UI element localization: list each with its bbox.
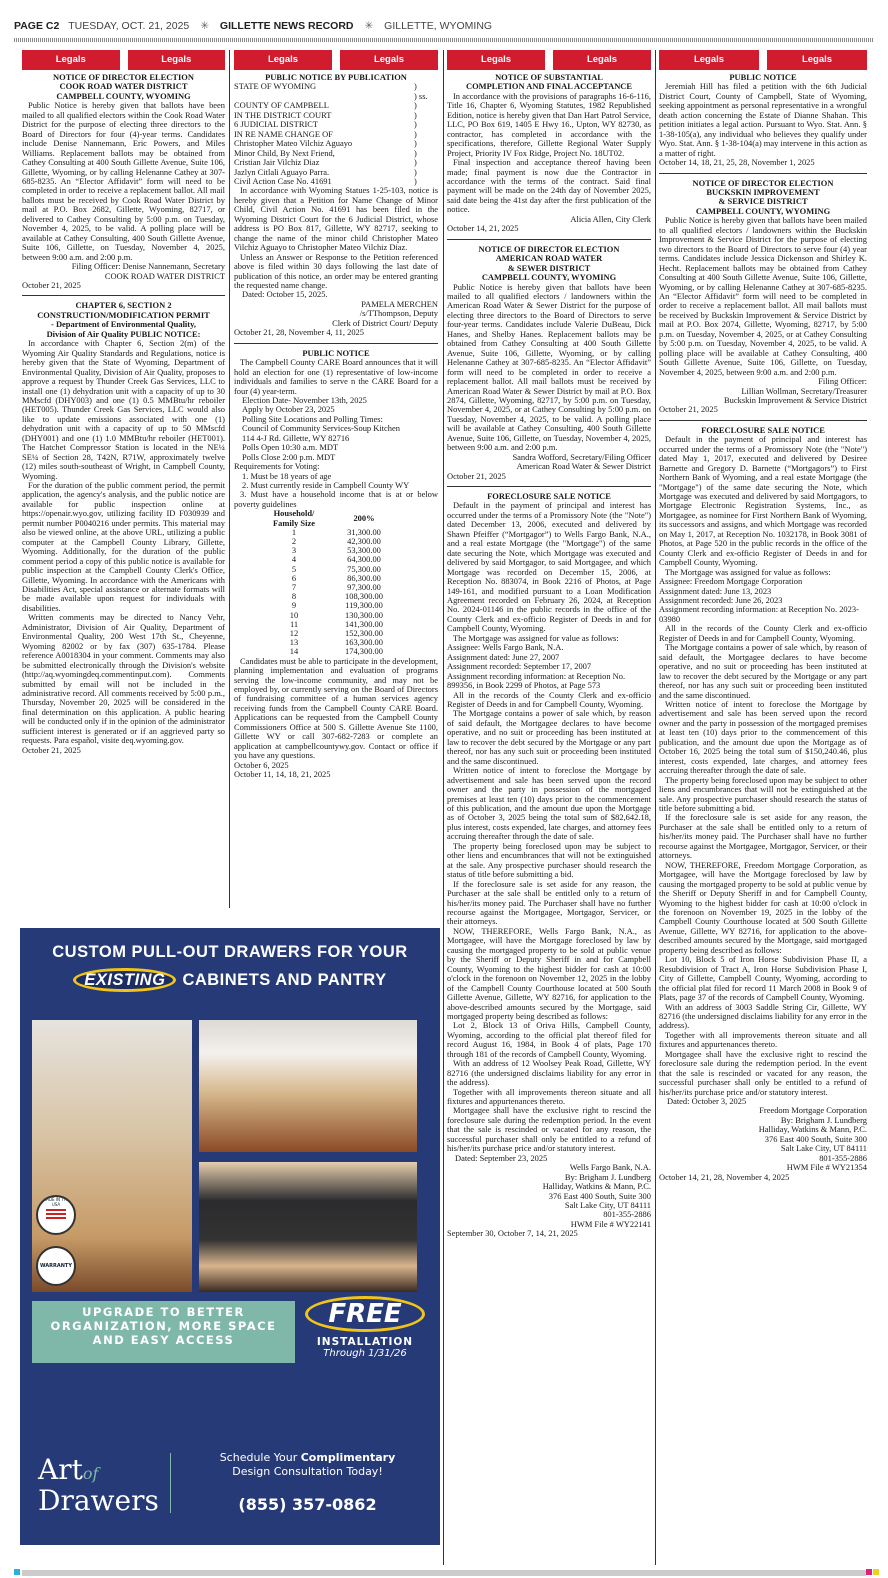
table-row — [264, 611, 404, 620]
caption-bracket: ) — [414, 81, 417, 92]
caption-left: Cristian Jair Vilchiz Diaz — [234, 157, 320, 168]
table-cell: 31,300.00 — [347, 526, 381, 537]
caption-bracket: ) — [414, 175, 417, 186]
notice-paragraph: Together with all improvements thereon situate and all fixtures and appurtenances thereto. — [659, 1029, 867, 1050]
poverty-guidelines-table — [264, 509, 404, 656]
legal-notice — [659, 73, 867, 168]
notice-title: CONSTRUCTION/MODIFICATION PERMIT — [37, 309, 210, 320]
table-row — [264, 574, 404, 583]
notice-divider — [22, 295, 225, 296]
table-row — [264, 528, 404, 537]
art-of-drawers-ad[interactable] — [20, 928, 440, 1545]
notice-paragraph: The Mortgage contains a power of sale which, by reason of said default, the Mortgagee declares to have become operative, and no suit or proceeding has been instituted at law to recover the debt secured by the Mortgage or any part thereof, nor has any such suit or proceeding been instituted and the same discontinued. — [447, 708, 651, 766]
notice-title: NOTICE OF DIRECTOR ELECTION — [478, 243, 620, 254]
notice-signature: HWM File # WY22141 — [570, 1218, 651, 1229]
notice-paragraph: Jeremiah Hill has filed a petition with the 6th Judicial District Court, County of Campbell, State of Wyoming, seeking appointment as personal representative in a wrongful death action concerning the Estate of Dianne Shahan. This petition initiates a legal action. Pursuant to Wyo. Stat. Ann. § 1-38-105(a), any individual who believes they qualify under Wyo. Stat. Ann. § 1-38-104(a) may intervene in this action as a matter of right. — [659, 81, 867, 158]
table-cell: 97,300.00 — [347, 582, 381, 593]
notice-line: Council of Community Services-Soup Kitchen — [242, 423, 400, 434]
installation-label: INSTALLATION — [316, 1336, 414, 1348]
notice-paragraph: Lot 10, Block 5 of Iron Horse Subdivision Phase II, a Resubdivision of Tract A, Iron Horse Subdivision Phase I, City of Gillette, Campbell County, Wyoming, according to the official plat filed for record 11 March 2008 in Book 9 of Plats, page 37 of the records of Campbell County, Wyoming. — [659, 954, 867, 1003]
art-of-drawers-logo: Artof Drawers — [38, 1453, 159, 1517]
issue-date: TUESDAY, OCT. 21, 2025 — [68, 20, 190, 32]
notice-signature: By: Brigham J. Lundberg — [780, 1114, 867, 1125]
ad-existing-word: EXISTING — [73, 968, 176, 992]
notice-paragraph: Mortgagee shall have the exclusive right to rescind the foreclosure sale during the redemption period. In the event that the sale is rescinded or vacated for any reason, the successful purchaser shall only be entitled to a refund of his/her/its purchase price and/or statutory interest. — [447, 1105, 651, 1154]
table-row — [264, 565, 404, 574]
pantry-drawers-photo — [32, 1020, 192, 1292]
table-header: Household/ Family Size — [273, 508, 315, 528]
table-row — [264, 592, 404, 601]
table-row — [264, 583, 404, 592]
notice-line: October 14, 21, 2025 — [447, 223, 519, 234]
notice-signature: 376 East 400 South, Suite 300 — [548, 1190, 651, 1201]
table-cell: 13 — [289, 637, 299, 648]
notice-paragraph: In accordance with Wyoming Statues 1-25-103, notice is hereby given that a Petition for Name Change of Minor Child, Civil Action No. 41691 has been filed in the Wyoming District Court for the 6 Judicial District, whose address is PO Box 817, Gillette, WY 82717, seeking to change the name of the minor child Christopher Mateo Vilchiz Aguayo to Christopher Mateo Vilchiz Diaz. — [234, 185, 438, 253]
column-divider — [229, 50, 230, 908]
notice-divider — [659, 173, 867, 174]
notice-paragraph: The Mortgage contains a power of sale which, by reason of said default, the Mortgagee declares to have become operative, and no suit or proceeding has been instituted at law to recover the debt secured by the Mortgage or any part thereof, nor has any such suit or proceeding been instituted and the same discontinued. — [659, 642, 867, 700]
notice-signature: Clerk of District Court/ Deputy — [332, 317, 438, 328]
notice-paragraph: Final inspection and acceptance thereof having been made; final payment is now due the Contractor in accordance with the terms of the contract. Said final payment will be made on the 24th day of November 2025, said date being the 41st day after the first publication of the notice. — [447, 157, 651, 215]
notice-signature: /s/TThompson, Deputy — [359, 308, 438, 319]
table-cell: 7 — [291, 582, 297, 593]
notice-paragraph: In accordance with Chapter 6, Section 2(m) of the Wyoming Air Quality Standards and Regulations, notice is hereby given that the State of Wyoming, Department of Environmental Quality, Division of Air Quality, proposes to approve a request by Thunder Creek Gas Services, LLC to install one (1) dehydration unit with a capacity of up to 30 MMscfd (DHY003) and one (1) 0.5 MMBtu/hr reboiler (HET005). Thunder Creek Gas Services, LLC would also like to update emissions associated with one (1) dehydration unit with a capacity of up to 50 MMscfd (DHY001) and one (1) 1.0 MMBtu/hr reboiler (HET001). The Hatchet Compressor Station is located in the NE¼ SE¼ of Section 28, T42N, R71W, approximately twelve (12) miles south-southeast of Wright, in Campbell County, Wyoming. — [22, 338, 225, 481]
notice-line: Assignee: Freedom Mortgage Corporation — [659, 576, 803, 587]
notice-line: October 21, 28, November 4, 11, 2025 — [234, 327, 364, 338]
notice-paragraph: With an address of 12 Woolsey Peak Road, Gillette, WY 82716 (the undersigned disclaims liability for any error in the address). — [447, 1058, 651, 1088]
legals-tab[interactable]: Legals — [128, 50, 226, 70]
notice-line: Assignment dated: June 27, 2007 — [447, 651, 560, 662]
header-rule — [14, 38, 874, 42]
ad-divider — [170, 1453, 171, 1513]
legal-notice — [447, 245, 651, 481]
notice-line: 114 4-J Rd. Gillette, WY 82716 — [242, 432, 350, 443]
paper-name: GILLETTE NEWS RECORD — [219, 20, 354, 32]
column-4 — [659, 50, 867, 1565]
notice-paragraph: Lot 2, Block 13 of Oriva Hills, Campbell County, Wyoming, according to the official plat thereof filed for record August 16, 1984, in Book 4 of plats, Page 170 through 181 of the records of Campbell County, Wyoming. — [447, 1020, 651, 1059]
column-divider — [655, 50, 656, 1565]
notice-signature: Sandra Wofford, Secretary/Filing Officer — [512, 451, 651, 462]
caption-left: IN THE DISTRICT COURT — [234, 109, 332, 120]
notice-signature: 801-355-2886 — [603, 1209, 651, 1220]
table-cell: 12 — [289, 628, 299, 639]
ad-headline-rest: CABINETS AND PANTRY — [182, 971, 387, 989]
free-label: FREE — [305, 1296, 425, 1332]
notice-paragraph: Candidates must be able to participate in the development, planning implementation and evaluation of programs serving the low-income community, and may not be employed by, or currently serving on the Board of Directors of fundraising committee of a human services agency receiving funds from the Campbell County CARE Board. Applications can be requested from the Campbell County Commissioners Office at 500 S. Gillette Avenue Ste 1100, Gillette WY or call 307-682-7283 or complete an application at campbellcountywy.gov. Contact or office if you have any questions. — [234, 655, 438, 761]
notice-paragraph: 3. Must have a household income that is at or below poverty guidelines — [234, 489, 438, 509]
table-row — [264, 555, 404, 564]
notice-title: CAMPBELL COUNTY, WYOMING — [56, 90, 191, 101]
table-cell: 53,300.00 — [347, 545, 381, 556]
notice-signature: Wells Fargo Bank, N.A. — [569, 1162, 651, 1173]
table-cell: 6 — [291, 572, 297, 583]
caption-bracket: ) — [414, 119, 417, 130]
caption-left: IN RE NAME CHANGE OF — [234, 128, 333, 139]
notice-line: October 21, 2025 — [22, 744, 81, 755]
notice-line: October 11, 14, 18, 21, 2025 — [234, 769, 331, 780]
caption-left: Jazlyn Citlali Aguayo Parra. — [234, 166, 330, 177]
notice-line: Apply by October 23, 2025 — [242, 404, 335, 415]
table-cell: 163,300.00 — [345, 637, 383, 648]
notice-paragraph: All in the records of the County Clerk and ex-officio Register of Deeds in and for Campbell County, Wyoming. — [447, 689, 651, 709]
paper-location: GILLETTE, WYOMING — [384, 20, 493, 32]
caption-bracket: ) — [414, 128, 417, 139]
legal-notice — [22, 301, 225, 755]
notice-title: & SERVICE DISTRICT — [718, 196, 808, 207]
ad-call-to-action: Schedule Your Complimentary Design Consultation Today! — [219, 1451, 396, 1478]
table-cell: 174,300.00 — [345, 646, 383, 657]
notice-title: BUCKSKIN IMPROVEMENT — [706, 186, 820, 197]
caption-bracket: ) — [414, 138, 417, 149]
notice-title: Division of Air Quality PUBLIC NOTICE: — [46, 328, 201, 339]
table-header: 200% — [353, 512, 375, 523]
table-cell: 108,300.00 — [345, 591, 383, 602]
table-cell: 14 — [289, 646, 299, 657]
baking-sheet-drawer-photo — [199, 1162, 417, 1292]
table-cell: 3 — [291, 545, 297, 556]
caption-bracket: ) — [414, 147, 417, 158]
notice-title: - Department of Environmental Quality, — [51, 319, 196, 330]
notice-paragraph: Mortgagee shall have the exclusive right to rescind the foreclosure sale during the redemption period. In the event that the sale is rescinded or vacated for any reason, the successful purchaser shall only be entitled to a refund of his/her/its purchase price and/or statutory interest. — [659, 1048, 867, 1097]
ad-headline-line-2 — [20, 968, 440, 992]
notice-line: Requirements for Voting: — [234, 461, 320, 472]
notice-signature: PAMELA MERCHEN — [361, 298, 438, 309]
notice-title: NOTICE OF SUBSTANTIAL — [495, 72, 603, 82]
notice-signature: HWM File # WY21354 — [786, 1162, 867, 1173]
notice-line: Election Date- November 13th, 2025 — [242, 394, 367, 405]
notice-title: COMPLETION AND FINAL ACCEPTANCE — [465, 81, 633, 92]
column-divider — [443, 50, 444, 1565]
table-row — [264, 546, 404, 555]
notice-line: October 14, 18, 21, 25, 28, November 1, 2025 — [659, 157, 815, 168]
notice-line: October 6, 2025 — [234, 759, 289, 770]
legals-tab[interactable]: Legals — [234, 50, 332, 70]
masthead — [14, 20, 492, 32]
ad-upgrade-banner: UPGRADE TO BETTER ORGANIZATION, MORE SPACE AND EASY ACCESS — [32, 1301, 295, 1363]
legal-notice — [22, 73, 225, 290]
caption-left: Christopher Mateo Vilchiz Aguayo — [234, 138, 353, 149]
table-cell: 5 — [291, 563, 297, 574]
caption-left: 6 JUDICIAL DISTRICT — [234, 119, 319, 130]
legal-notice — [447, 492, 651, 1239]
notice-paragraph: NOW, THEREFORE, Wells Fargo Bank, N.A., as Mortgagee, will have the Mortgage foreclosed by law by causing the mortgaged property to be sold at public venue by the Sheriff or Deputy Sheriff in and for Campbell County, Wyoming to the highest bidder for cash at 10:00 o'clock in the forenoon on November 12, 2025 in the lobby of the Campbell County Courthouse located at 500 South Gillette Avenue, Gillette, WY 82716, for application to the above-described amounts secured by the Mortgage, said mortgaged property being described as follows: — [447, 925, 651, 1021]
notice-paragraph: The Mortgage was assigned for value as follows: — [453, 632, 619, 643]
notice-title: COOK ROAD WATER DISTRICT — [59, 81, 188, 92]
notice-paragraph: Default in the payment of principal and interest has occurred under the terms of a Promissory Note (the "Note") dated December 13, 2006, executed and delivered by Shawn Pfeiffer (“Mortgagor”) to Wells Fargo Bank, N.A., and a real estate Mortgage (the "Mortgage") of the same date securing the Note, which Mortgage was executed and delivered by said Mortgagor, to said Mortgagee, and which Mortgage was recorded on December 15, 2006, at Reception No. 883074, in Book 2216 of Photos, at Page 149-161, and modified pursuant to a Loan Modification Agreement recorded on February 26, 2024, at Reception No. 2024-01146 in the public records in the office of the County Clerk and ex-officio Register of Deeds in and for Campbell County, Wyoming. — [447, 500, 651, 634]
notice-title: FORECLOSURE SALE NOTICE — [701, 424, 825, 435]
notice-line: 2. Must currently reside in Campbell County WY — [242, 480, 410, 491]
legals-tabs — [447, 50, 651, 70]
notice-divider — [659, 420, 867, 421]
legal-notice — [659, 179, 867, 415]
notice-line: Assignment recorded: June 26, 2023 — [659, 595, 783, 606]
notice-signature: Salt Lake City, UT 84111 — [780, 1143, 867, 1154]
notice-paragraph: If the foreclosure sale is set aside for any reason, the Purchaser at the sale shall be entitled only to a return of his/her/its money paid. The Purchaser shall have no further recourse against the Mortgagee, Mortgagor, Servicer, or their attorneys. — [659, 812, 867, 861]
table-cell: 141,300.00 — [345, 618, 383, 629]
legals-tabs — [234, 50, 438, 70]
notice-line: 1. Must be 18 years of age — [242, 470, 332, 481]
notice-divider — [447, 239, 651, 240]
notice-paragraph: Public Notice is hereby given that ballots have been mailed to all qualified electors within the Cook Road Water District for the purpose of electing three directors to the Board of Directors for four (4)-year terms. Candidates include Denise Nannemann, Eric Powers, and Miles Williams. Replacement ballots may be obtained from Cathey Consulting at 400 South Gillette Avenue, Suite 106, Gillette, Wyoming, or by calling Helenanne Cathey at 307-685-8235. An “Elector Affidavit” form will need to be completed in order to receive a replacement ballot. All mail ballots must be received by Cook Road Water District by mail at P.O. Box 2682, Gillette, Wyoming, 82717, or delivered to Cathey Consulting by 5:00 p.m. on Tuesday, November 4, 2025, to be valid. A polling place will be available at Cathey Consulting, 400 South Gillette Avenue, Suite 106, Gillette, on Tuesday, November 4, 2025, between 9:00 a.m. and 2:00 p.m. — [22, 100, 225, 262]
legal-notice — [447, 73, 651, 234]
notice-divider — [234, 343, 438, 344]
legals-tab[interactable]: Legals — [340, 50, 438, 70]
registration-mark — [873, 1569, 879, 1575]
notice-paragraph: The property being foreclosed upon may be subject to other liens and encumbrances that will not be extinguished at the sale. Any prospective purchaser should research the status of title before submitting a bid. — [447, 840, 651, 880]
made-in-usa-badge: MADE IN THE USA — [36, 1195, 76, 1235]
legals-tab[interactable]: Legals — [659, 50, 759, 70]
notice-signature: By: Brigham J. Lundberg — [564, 1171, 651, 1182]
notice-divider — [447, 486, 651, 487]
table-cell: 2 — [291, 536, 297, 546]
table-cell: 11 — [289, 618, 299, 629]
notice-title: PUBLIC NOTICE — [302, 347, 370, 358]
table-row — [264, 601, 404, 610]
notice-signature: Freedom Mortgage Corporation — [759, 1105, 867, 1116]
notice-signature: 801-355-2886 — [819, 1152, 867, 1163]
star-separator: ✳ — [364, 20, 374, 32]
notice-title: FORECLOSURE SALE NOTICE — [487, 491, 611, 502]
star-separator: ✳ — [200, 20, 209, 32]
notice-line: October 14, 21, 28, November 4, 2025 — [659, 1171, 790, 1182]
notice-title: PUBLIC NOTICE — [729, 72, 797, 82]
caption-left: STATE OF WYOMING — [234, 81, 317, 92]
notice-paragraph: The property being foreclosed upon may be subject to other liens and encumbrances that will not be extinguished at the sale. Any prospective purchaser should research the status of title before submitting a bid. — [659, 774, 867, 813]
notice-title: CAMPBELL COUNTY, WYOMING — [481, 272, 617, 283]
legals-tabs — [22, 50, 225, 70]
registration-mark — [14, 1569, 20, 1575]
notice-paragraph: Written notice of intent to foreclose the Mortgage by advertisement and sale has been served upon the record owner and the party in possession of the mortgaged premises at least ten (10) days prior to the commencement of this publication, and the amount due upon the Mortgage as of October 16, 2025 being the total sum of $150,240.46, plus interest, costs expended, late charges, and attorney fees accruing thereafter through the date of sale. — [659, 699, 867, 776]
table-row — [264, 620, 404, 629]
caption-left: Minor Child, By Next Friend, — [234, 147, 335, 158]
warranty-badge: WARRANTY — [36, 1246, 76, 1286]
notice-title: AMERICAN ROAD WATER — [495, 253, 603, 264]
notice-line: October 21, 2025 — [447, 470, 506, 481]
ad-phone-number[interactable]: (855) 357-0862 — [238, 1495, 377, 1514]
notice-paragraph: In accordance with the provisions of paragraphs 16-6-116, Title 16, Chapter 6, Wyoming Statutes, 1982 Republished Edition, notice is hereby given that Dan Hart Patrol Service, LLC, PO Box 619, 1405 E Hwy 16., Upton, WY 82730, as contractor, has completed in accordance with the specifications, therefore, Gillette Regional Water Supply Project, Priority IV Fox Ridge, Project No. 18UT02. — [447, 90, 651, 158]
caption-left: COUNTY OF CAMPBELL — [234, 100, 329, 111]
legals-tabs — [659, 50, 867, 70]
notice-line: Polling Site Locations and Polling Times: — [242, 413, 383, 424]
notice-signature: Alicia Allen, City Clerk — [570, 213, 651, 224]
legal-notice — [234, 73, 438, 338]
notice-paragraph: Public Notice is hereby given that ballots have been mailed to all qualified electors / landowners within the American Road Water & Sewer District for the purpose of electing three directors to the Board of Directors to serve four-year terms. Candidates include Valerie DuBeau, Dick Hanes, and Shelby Hanes. Replacement ballots may be obtained from Cathey Consulting at 400 South Gillette Avenue, Suite 106, Gillette, Wyoming, or by calling Helenanne Cathey at 307-685-8235. An “Elector Affidavit” form will need to be completed in order to receive a replacement ballot. All mail ballots must be received by American Road Water & Sewer District by mail at P.O. Box 2874, Gillette, Wyoming, 82717, by 5:00 p.m. on Tuesday, November 4, 2025, or at Cathey Consulting by 5:00 p.m. on Tuesday, November 4, 2025, to be valid. A polling place will be available at Cathey Consulting, 400 South Gillette Avenue, Suite 106, Gillette, on Tuesday, November 4, 2025, between 9:00 a.m. and 2:00 p.m. — [447, 281, 651, 453]
notice-line: Assignment recorded: September 17, 2007 — [447, 661, 592, 672]
notice-line: September 30, October 7, 14, 21, 2025 — [447, 1228, 578, 1239]
free-installation-offer — [305, 1296, 425, 1359]
notice-signature: Filing Officer: — [818, 376, 867, 387]
notice-paragraph: All in the records of the County Clerk and ex-officio Register of Deeds in and for Campbell County, Wyoming. — [659, 623, 867, 643]
notice-line: Assignment dated: June 13, 2023 — [659, 585, 772, 596]
legal-notice — [234, 349, 438, 780]
legals-tab[interactable]: Legals — [553, 50, 651, 70]
page-number: PAGE C2 — [14, 20, 60, 32]
notice-paragraph: Together with all improvements thereon situate and all fixtures and appurtenances thereto. — [447, 1086, 651, 1107]
notice-signature: COOK ROAD WATER DISTRICT — [104, 270, 225, 281]
caption-bracket: ) — [414, 166, 417, 177]
notice-title: CAMPBELL COUNTY, WYOMING — [695, 205, 831, 216]
table-cell: 4 — [291, 554, 297, 565]
table-cell: 10 — [289, 609, 299, 620]
table-cell: 1 — [291, 526, 297, 537]
caption-left: Civil Action Case No. 41691 — [234, 175, 332, 186]
notice-line: Assignment recording information: at Reception No. 899356, in Book 2299 of Photos, at Page 573 — [447, 670, 626, 691]
column-3 — [447, 50, 651, 1565]
notice-line: Dated: October 15, 2025. — [242, 289, 328, 300]
notice-line: Polls Close 2:00 p.m. MDT — [242, 451, 336, 462]
table-row — [264, 537, 404, 546]
notice-paragraph: With an address of 3003 Saddle String Cir, Gillette, WY 82716 (the undersigned disclaims liability for any error in the address). — [659, 1001, 867, 1031]
offer-expiry: Through 1/31/26 — [323, 1348, 407, 1359]
notice-line: Polls Open 10:30 a.m. MDT — [242, 442, 339, 453]
column-2 — [234, 50, 438, 908]
table-cell: 42,300.00 — [347, 536, 381, 546]
table-cell: 8 — [291, 591, 297, 602]
footer-bar — [22, 1570, 866, 1576]
registration-mark — [866, 1569, 872, 1575]
notice-line: October 21, 2025 — [659, 404, 718, 415]
notice-line: Dated: September 23, 2025 — [455, 1152, 548, 1163]
caption-bracket: ) — [414, 109, 417, 120]
notice-paragraph: For the duration of the public comment period, the permit application, the agency's analysis, and the public notice are available for public inspection online at https://openair.wyo.gov, utilizing facility ID F030939 and permit number P0040216 under permits. This material may also be viewed online, at the above URL, utilizing a public computer at the Campbell County Library, Gillette, Wyoming. Additionally, for the duration of the public comment period a copy of this public notice is available for public inspection at the Campbell County Clerk's Office, Gillette, Wyoming. In accordance with the Americans with Disabilities Act, special assistance or alternate formats will be made available upon request for individuals with disabilities. — [22, 480, 225, 613]
kitchen-drawers-photo — [199, 1020, 417, 1152]
table-row — [264, 629, 404, 638]
notice-signature: 376 East 400 South, Suite 300 — [764, 1133, 867, 1144]
table-cell: 86,300.00 — [347, 572, 381, 583]
table-cell: 75,300.00 — [347, 563, 381, 574]
caption-bracket: ) ss. — [414, 90, 428, 101]
notice-line: Assignment recording information: at Reception No. 2023-03980 — [659, 604, 859, 624]
legal-notice — [659, 426, 867, 1182]
table-cell: 130,300.00 — [345, 609, 383, 620]
notice-title: & SEWER DISTRICT — [507, 262, 591, 273]
notice-title: NOTICE OF DIRECTOR ELECTION — [53, 72, 194, 82]
notice-signature: Buckskin Improvement & Service District — [724, 394, 867, 405]
notice-paragraph: Default in the payment of principal and interest has occurred under the terms of a Promissory Note (the "Note") dated May 1, 2017, executed and delivered by Desiree Barnette and Gregory D. Barnette (“Mortgagors”) to First Northern Bank of Wyoming, and a real estate Mortgage (the "Mortgage") of the same date securing the Note, which Mortgage was executed and delivered by said Mortgagors, to Mortgage Electronic Registration Systems, Inc., as Mortgagee, as nominee for First Northern Bank of Wyoming, its successors and assigns, and which Mortgage was recorded on May 1, 2017, at Reception No. 1032178, in Book 3081 of Photos, at Page 520 in the public records in the office of the County Clerk and ex-officio Register of Deeds in and for Campbell County, Wyoming. — [659, 434, 867, 568]
table-cell: 64,300.00 — [347, 554, 381, 565]
table-row — [264, 638, 404, 647]
notice-paragraph: The Mortgage was assigned for value as follows: — [665, 566, 831, 577]
table-cell: 119,300.00 — [345, 600, 383, 611]
notice-signature: Halliday, Watkins & Mann, P.C. — [542, 1181, 651, 1192]
notice-title: PUBLIC NOTICE BY PUBLICATION — [265, 72, 407, 82]
notice-paragraph: Unless an Answer or Response to the Petition referenced above is filed within 30 days following the last date of publication of this notice, an order may be entered granting the requested name change. — [234, 251, 438, 290]
table-cell: 152,300.00 — [345, 628, 383, 639]
column-1 — [22, 50, 225, 908]
notice-paragraph: If the foreclosure sale is set aside for any reason, the Purchaser at the sale shall be entitled only to a return of his/her/its money paid. The Purchaser shall have no further recourse against the Mortgagee, Mortgagor, Servicer, or their attorneys. — [447, 878, 651, 927]
notice-line: Assignee: Wells Fargo Bank, N.A. — [447, 642, 564, 653]
caption-bracket: ) — [414, 100, 417, 111]
notice-line: October 21, 2025 — [22, 279, 81, 290]
legals-tab[interactable]: Legals — [767, 50, 867, 70]
notice-signature: Filing Officer: Denise Nannemann, Secretary — [71, 261, 225, 272]
caption-bracket: ) — [414, 157, 417, 168]
ad-headline-line-1: CUSTOM PULL-OUT DRAWERS FOR YOUR — [52, 943, 408, 961]
notice-title: NOTICE OF DIRECTOR ELECTION — [692, 177, 834, 188]
notice-signature: Salt Lake City, UT 84111 — [564, 1200, 651, 1211]
notice-signature: Lillian Wollman, Secretary/Treasurer — [741, 385, 867, 396]
notice-line: Dated: October 3, 2025 — [667, 1096, 747, 1107]
notice-paragraph: Written notice of intent to foreclose the Mortgage by advertisement and sale has been served upon the record owner and the party in possession of the mortgaged premises at least ten (10) days prior to the commencement of this publication, and the amount due upon the Mortgage as of October 3, 2025 being the total sum of $82,642.18, plus interest, costs expended, late charges, and attorney fees accruing thereafter through the date of sale. — [447, 765, 651, 842]
notice-title: CHAPTER 6, SECTION 2 — [75, 300, 172, 311]
notice-paragraph: NOW, THEREFORE, Freedom Mortgage Corporation, as Mortgagee, will have the Mortgage foreclosed by law by causing the mortgaged property to be sold at public venue by the Sheriff or Deputy Sheriff in and for Campbell County, Wyoming to the highest bidder for cash at 10:00 o'clock in the forenoon on November 19, 2025 in the lobby of the Campbell County Courthouse located at 500 South Gillette Avenue, Gillette, WY 82716, for application to the above-described amounts secured by the Mortgage, said mortgaged property being described as follows: — [659, 859, 867, 955]
notice-signature: Halliday, Watkins & Mann, P.C. — [758, 1124, 867, 1135]
legals-tab[interactable]: Legals — [447, 50, 545, 70]
table-cell: 9 — [291, 600, 297, 611]
notice-paragraph: Written comments may be directed to Nancy Vehr, Administrator, Division of Air Quality, Department of Environmental Quality, 200 West 17th St., Cheyenne, Wyoming 82002 or by fax (307) 635-1784. Please reference A0018304 in your comment. Comments may also be submitted electronically through the Division's website (http://aq.wyomingdeq.commentinput.com). Comments submitted by email will not be included in the administrative record. All comments received by 5:00 p.m., Thursday, November 20, 2025 will be considered in the final determination on this application. A public hearing will be conducted only if in the opinion of the administrator sufficient interest is generated or if an aggrieved party so requests. Para español, visite deq.wyoming.gov. — [22, 612, 225, 746]
notice-paragraph: The Campbell County CARE Board announces that it will hold an election for one (1) representative of low-income individuals and families to serve n the CARE Board for a four (4) year-term. — [234, 357, 438, 396]
notice-paragraph: Public Notice is hereby given that ballots have been mailed to all qualified electors / landowners within the Buckskin Improvement & Service District for the purpose of electing two directors to the Board of Directors to serve four (4) year terms. Candidates include Jessica Dickenson and Shirley K. Hecht. Replacement ballots may be obtained from Cathey Consulting at 400 South Gillette Avenue, Suite 106, Gillette, Wyoming, or by calling Helenanne Cathey at 307-685-8235. An “Elector Affidavit” form will need to be completed in order to receive a replacement ballot. All mail ballots must be received by Buckskin Improvement & Service District by mail at P.O. Box 2074, Gillette, Wyoming, 82717, by 5:00 p.m. on Tuesday, November 4, 2025, or at Cathey Consulting by 5:00 p.m. on Tuesday, November 4, 2025, to be valid. A polling place will be available at Cathey Consulting, 400 South Gillette Avenue, Suite 106, Gillette, on Tuesday, November 4, 2025, between 9:00 a.m. and 2:00 p.m. — [659, 215, 867, 377]
caption-row — [234, 82, 438, 91]
legals-tab[interactable]: Legals — [22, 50, 120, 70]
notice-signature: American Road Water & Sewer District — [516, 461, 651, 472]
